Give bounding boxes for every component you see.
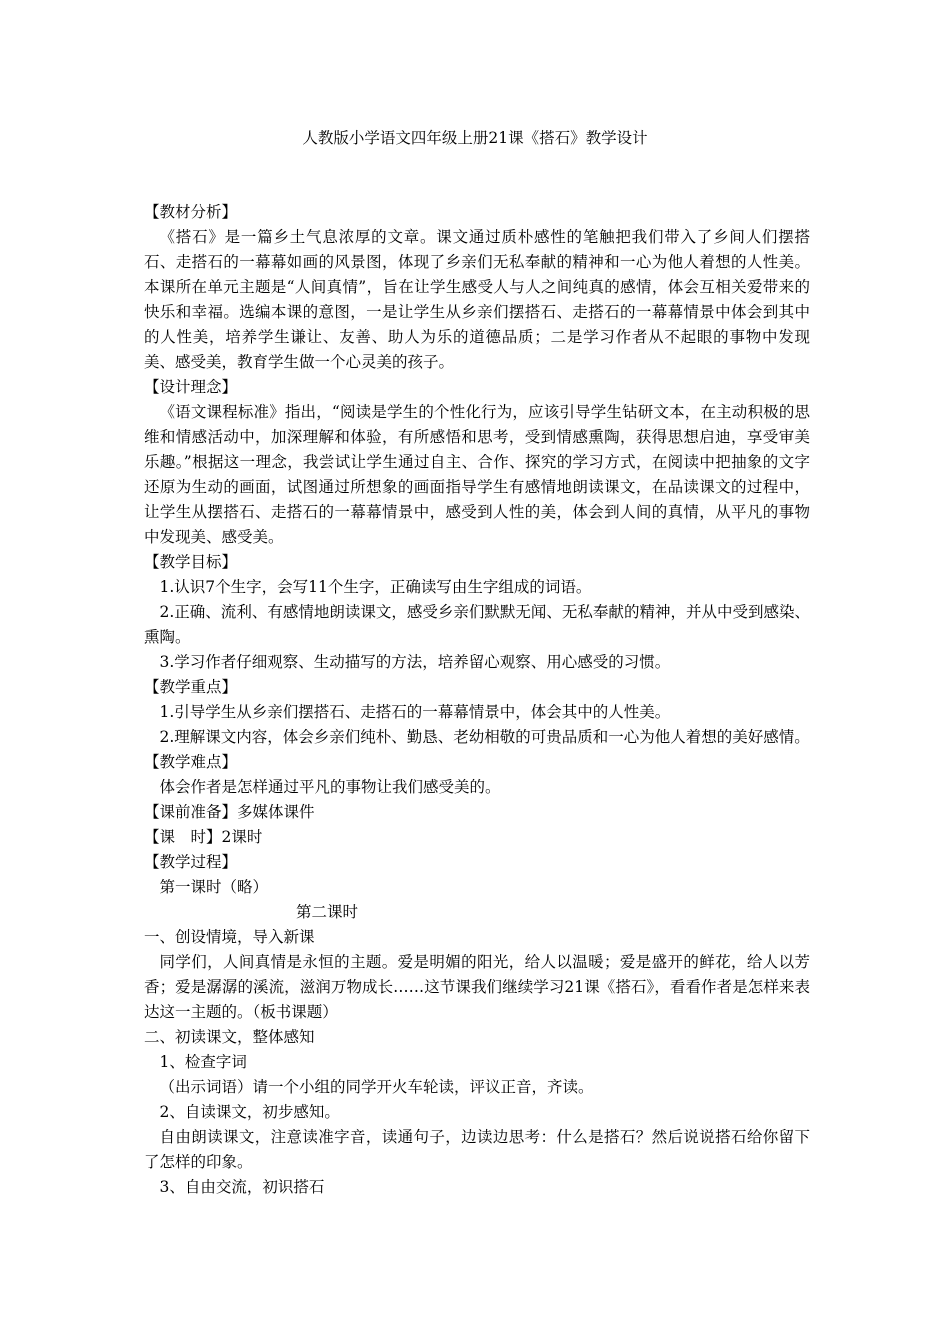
- section-heading: 【教材分析】: [144, 203, 238, 221]
- paragraph: 第二课时: [296, 903, 359, 921]
- section-heading: 【设计理念】: [144, 378, 238, 396]
- paragraph: 第一课时（略）: [159, 878, 269, 896]
- section-heading: 【教学难点】: [144, 753, 238, 771]
- paragraph: 1.引导学生从乡亲们摆搭石、走搭石的一幕幕情景中，体会其中的人性美。: [159, 703, 671, 721]
- paragraph: 《搭石》是一篇乡土气息浓厚的文章。课文通过质朴感性的笔触把我们带入了乡间人们摆搭石、走搭石的一幕幕如画的风景图，体现了乡亲们无私奉献的精神和一心为他人着想的人性美。本课所在单元主题是“人间真情”，旨在让学生感受人与人之间纯真的感情，体会互相关爱带来的快乐和幸福。选编本课的意图，一是让学生从乡亲们摆搭石、走搭石的一幕幕情景中体会到其中的人性美，培养学生谦让、友善、助人为乐的道德品质；二是学习作者从不起眼的事物中发现美、感受美，教育学生做一个心灵美的孩子。: [144, 228, 810, 371]
- section-heading: 【课 时】2课时: [144, 828, 263, 846]
- paragraph: 《语文课程标准》指出，“阅读是学生的个性化行为，应该引导学生钻研文本，在主动积极的思维和情感活动中，加深理解和体验，有所感悟和思考，受到情感熏陶，获得思想启迪，享受审美乐趣。”根据这一理念，我尝试让学生通过自主、合作、探究的学习方式，在阅读中把抽象的文字还原为生动的画面，试图通过所想象的画面指导学生有感情地朗读课文，在品读课文的过程中，让学生从摆搭石、走搭石的一幕幕情景中，感受到人性的美，体会到人间的真情，从平凡的事物中发现美、感受美。: [144, 403, 810, 546]
- paragraph: 同学们，人间真情是永恒的主题。爱是明媚的阳光，给人以温暖；爱是盛开的鲜花，给人以芳香；爱是潺潺的溪流，滋润万物成长……这节课我们继续学习21课《搭石》，看看作者是怎样来表达这一主题的。（板书课题）: [144, 953, 810, 1021]
- paragraph: （出示词语）请一个小组的同学开火车轮读，评议正音，齐读。: [159, 1078, 594, 1096]
- section-heading: 【课前准备】多媒体课件: [144, 803, 315, 821]
- section-heading: 【教学目标】: [144, 553, 238, 571]
- paragraph: 体会作者是怎样通过平凡的事物让我们感受美的。: [159, 778, 501, 796]
- paragraph: 2.理解课文内容，体会乡亲们纯朴、勤恳、老幼相敬的可贵品质和一心为他人着想的美好感情。: [159, 728, 810, 746]
- paragraph: 3.学习作者仔细观察、生动描写的方法，培养留心观察、用心感受的习惯。: [159, 653, 671, 671]
- paragraph: 自由朗读课文，注意读准字音，读通句子，边读边思考：什么是搭石？然后说说搭石给你留下了怎样的印象。: [144, 1128, 810, 1171]
- section-heading: 【教学重点】: [144, 678, 238, 696]
- paragraph: 一、创设情境，导入新课: [144, 928, 315, 946]
- paragraph: 1、检查字词: [159, 1053, 247, 1071]
- paragraph: 二、初读课文，整体感知: [144, 1028, 315, 1046]
- section-heading: 【教学过程】: [144, 853, 238, 871]
- document-title: 人教版小学语文四年级上册21课《搭石》教学设计: [302, 129, 648, 147]
- paragraph: 1.认识7个生字，会写11个生字，正确读写由生字组成的词语。: [159, 578, 592, 596]
- paragraph: 2.正确、流利、有感情地朗读课文，感受乡亲们默默无闻、无私奉献的精神，并从中受到感染、熏陶。: [144, 603, 810, 646]
- document-body: [144, 200, 810, 1200]
- paragraph: 2、自读课文，初步感知。: [159, 1103, 340, 1121]
- paragraph: 3、自由交流，初识搭石: [159, 1178, 325, 1196]
